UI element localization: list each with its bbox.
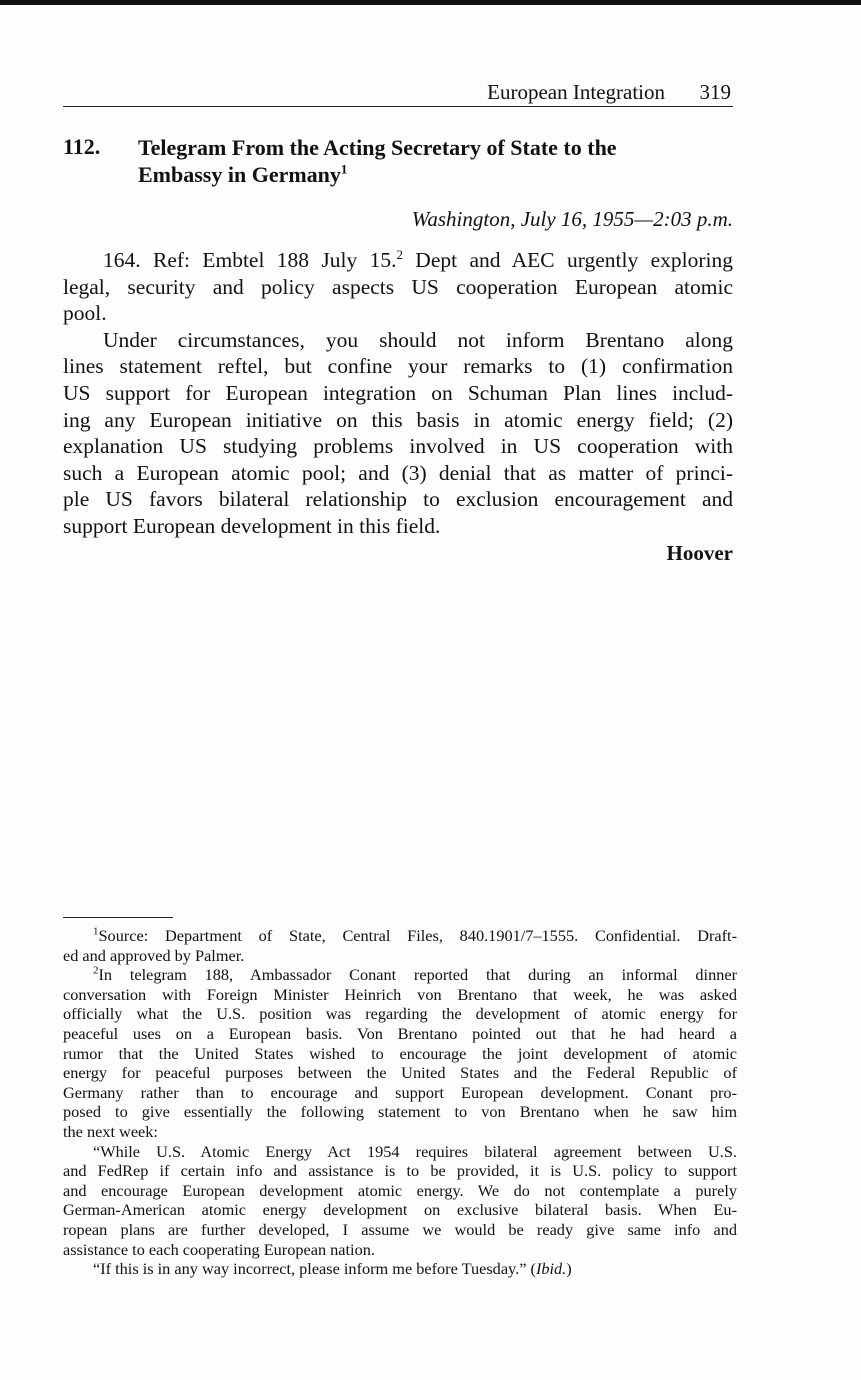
footnote-line: Germany rather than to encourage and support European development. Conant pro- [63,1082,737,1102]
signature: Hoover [666,541,733,565]
footnote-divider [63,917,173,918]
running-header [63,78,733,107]
text-line: explanation US studying problems involved in US cooperation with [63,434,733,459]
quote-line: German-American atomic energy development on exclusive bilateral basis. When Eu- [63,1200,737,1220]
footnote-line: $^1$Source: Department of State, Central Files, 840.1901/7–1555. Confidential. Draft- [93,925,737,945]
running-title: European Integration [487,80,665,104]
footnote-line: peaceful uses on a European basis. Von Brentano pointed out that he had heard a [63,1023,737,1043]
text-line: US support for European integration on Schuman Plan lines includ- [63,380,733,405]
text-line: pool. [63,301,107,326]
quote-line: and FedRep if certain info and assistance is to be provided, it is U.S. policy to support [63,1161,737,1181]
text-line: lines statement reftel, but confine your remarks to (1) confirmation [63,354,733,379]
text-line: legal, security and policy aspects US cooperation European atomic [63,274,733,299]
quote-line: ropean plans are further developed, I assume we would be ready give same info and [63,1219,737,1239]
scan-edge-bar [0,0,861,5]
quote-line: and encourage European development atomic energy. We do not contemplate a purely [63,1180,737,1200]
closing-line: “If this is in any way incorrect, please inform me before Tuesday.” (Ibid.) [93,1259,572,1279]
text-line: ple US favors bilateral relationship to exclusion encouragement and [63,487,733,512]
page-number: 319 [699,80,731,104]
quote-line: assistance to each cooperating European nation. [63,1239,375,1259]
ibid-ref: Ibid. [535,1259,567,1279]
title-line: Telegram From the Acting Secretary of State to the [138,135,617,160]
text-line: such a European atomic pool; and (3) denial that as matter of princi- [63,460,733,485]
footnote-ref: 1 [340,161,348,177]
footnotes [63,926,737,1279]
footnote-line: the next week: [63,1121,158,1141]
title-line: Embassy in Germany [138,162,341,187]
footnote-line: conversation with Foreign Minister Heinrich von Brentano that week, he was asked [63,984,737,1004]
text-line: Under circumstances, you should not inform Brentano along [103,327,733,352]
footnote-ref: 2 [396,246,403,262]
document-number: 112. [63,134,101,159]
text-line: support European development in this field. [63,513,441,538]
text-line: ing any European initiative on this basis in atomic energy field; (2) [63,407,733,432]
footnote-line: posed to give essentially the following statement to von Brentano when he saw him [63,1102,737,1122]
dateline: Washington, July 16, 1955—2:03 p.m. [411,207,733,231]
footnote-line: rumor that the United States wished to encourage the joint development of atomic [63,1043,737,1063]
document-title [138,134,617,188]
telegram-body [63,247,733,540]
footnote-line: officially what the U.S. position was regarding the development of atomic energy for [63,1004,737,1024]
quote-line: “While U.S. Atomic Energy Act 1954 requires bilateral agreement between U.S. [93,1141,737,1161]
text-line: 164. Ref: Embtel 188 July 15.$^2$ Dept and AEC urgently exploring [103,246,734,272]
footnote-line: energy for peaceful purposes between the United States and the Federal Republic of [63,1063,737,1083]
footnote-line: $^2$In telegram 188, Ambassador Conant reported that during an informal dinner [93,964,737,985]
footnote-line: ed and approved by Palmer. [63,945,245,965]
